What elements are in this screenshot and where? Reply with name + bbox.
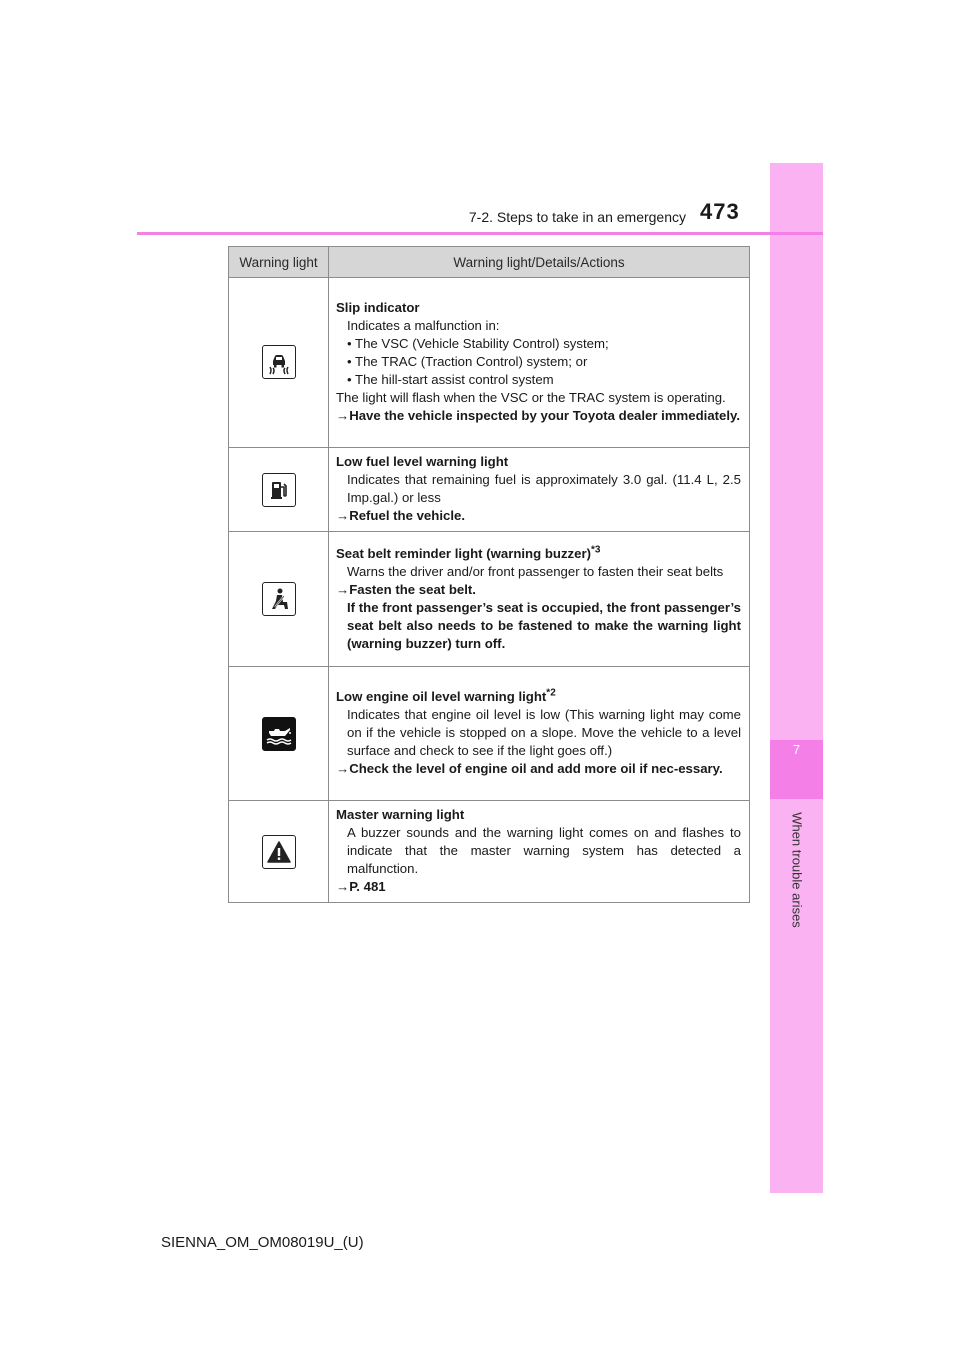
bullet-item: • The TRAC (Traction Control) system; or [347,354,588,369]
row-detail: A buzzer sounds and the warning light comes on and flashes to indicate that the master warning system has detected a malfunction. [347,825,741,876]
row-title: Master warning light [336,807,465,822]
chapter-label: When trouble arises [789,812,805,928]
row-action-text: Fasten the seat belt. [349,581,476,597]
row-action [336,507,741,525]
row-action [336,581,741,599]
table-row [229,532,750,667]
row-action-text: Refuel the vehicle. [349,508,465,523]
arrow-icon: → [336,408,350,423]
seat-belt-icon [262,582,296,616]
row-title [336,545,741,563]
row-action [336,760,741,778]
row-detail: Warns the driver and/or front passenger to fasten their seat belts [347,563,724,579]
master-warning-icon [262,835,296,869]
side-band [770,163,823,1193]
row-action [336,878,741,896]
column-header-warning-light: Warning light [229,247,329,278]
row-detail: The light will flash when the VSC or the TRAC system is operating. [336,390,726,405]
row-action [336,407,741,425]
table-row [229,278,750,448]
row-title: Slip indicator [336,300,420,315]
header-rule [137,232,823,235]
arrow-icon: → [336,761,350,776]
table-header-row [229,247,750,278]
bullet-item: • The VSC (Vehicle Stability Control) system; [347,336,609,351]
row-detail: Indicates a malfunction in: [347,318,500,333]
bullet-item: • The hill-start assist control system [347,372,554,387]
arrow-icon: → [336,581,350,597]
slip-indicator-icon [262,345,296,379]
footnote-ref: *2 [546,687,556,699]
fuel-pump-icon [262,473,296,507]
row-action-text: P. 481 [349,879,386,894]
warning-light-table [228,246,750,903]
table-row [229,448,750,532]
table-row [229,667,750,801]
column-header-details: Warning light/Details/Actions [329,247,750,278]
chapter-number: 7 [792,742,801,757]
footnote-ref: *3 [591,544,601,556]
row-note: If the front passenger’s seat is occupied, the front passenger’s seat belt also needs to be fastened to make the warning light (warning buzzer) turn off. [347,599,741,651]
row-title [336,688,741,706]
row-detail: Indicates that remaining fuel is approximately 3.0 gal. (11.4 L, 2.5 Imp.gal.) or less [347,472,741,505]
oil-can-icon [262,717,296,751]
page-number: 473 [700,199,740,224]
document-id: SIENNA_OM_OM08019U_(U) [161,1234,364,1251]
row-title-text: Seat belt reminder light (warning buzzer) [336,545,591,561]
section-title: 7-2. Steps to take in an emergency [468,209,686,225]
row-detail: Indicates that engine oil level is low (This warning light may come on if the vehicle is stopped on a slope. Move the vehicle to a level surface and check to see if the light goes off.) [347,707,741,758]
row-action-text: Have the vehicle inspected by your Toyota dealer immediately. [349,408,741,423]
arrow-icon: → [336,508,350,523]
row-title-text: Low engine oil level warning light [336,689,547,704]
arrow-icon: → [336,879,350,894]
row-action-text: Check the level of engine oil and add more oil if nec-essary. [349,761,723,776]
row-title: Low fuel level warning light [336,454,509,469]
table-row [229,801,750,903]
